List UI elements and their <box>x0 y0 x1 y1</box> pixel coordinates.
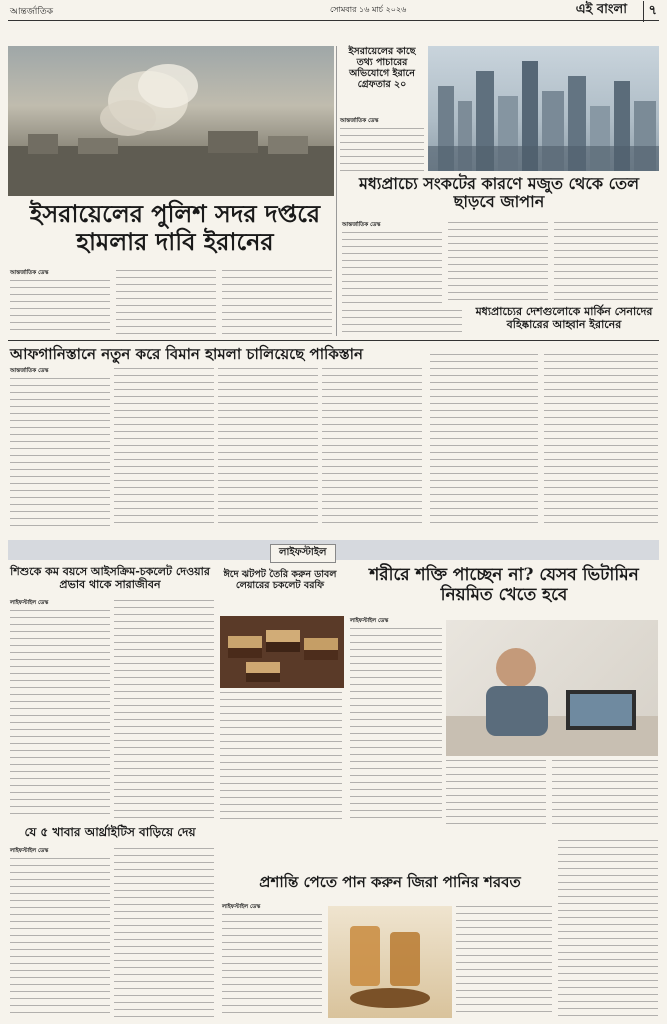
section-label: আন্তর্জাতিক <box>10 7 53 17</box>
column-divider <box>336 46 337 336</box>
body-icecream-col2 <box>114 600 214 820</box>
headline-japan-oil: মধ্যপ্রাচ্যে সংকটের কারণে মজুত থেকে তেল ছাড়বে জাপান <box>358 174 640 212</box>
jeera-drink-photo <box>328 906 452 1018</box>
body-iran-police-col3 <box>222 270 332 335</box>
airstrike-photo-illustration <box>8 46 334 196</box>
airstrike-photo <box>8 46 334 196</box>
section-rule <box>8 340 659 341</box>
lifestyle-banner-label: লাইফস্টাইল <box>270 544 336 563</box>
byline-israel-spy: আন্তর্জাতিক ডেস্ক <box>340 118 379 124</box>
body-icecream-col1 <box>10 610 110 820</box>
body-jeera-col3 <box>558 840 658 1018</box>
header-rule <box>8 20 659 21</box>
headline-icecream: শিশুকে কম বয়সে আইসক্রিম-চকলেট দেওয়ার প্রভাব থাকে সারাজীবন <box>10 565 210 591</box>
headline-pakistan: আফগানিস্তানে নতুন করে বিমান হামলা চালিয়েছে পাকিস্তান <box>10 345 363 363</box>
body-vitamin-col2 <box>446 760 546 824</box>
tokyo-city-illustration <box>428 46 659 171</box>
page-number: ৭ <box>643 1 657 22</box>
body-japan-oil-col1 <box>342 232 442 304</box>
body-japan-oil-col2 <box>448 222 548 304</box>
jeera-drink-illustration <box>328 906 452 1018</box>
tired-man-photo <box>446 620 658 756</box>
byline-iran-police: আন্তর্জাতিক ডেস্ক <box>10 270 49 276</box>
body-israel-spy <box>340 128 424 172</box>
body-arthritis-col2 <box>114 848 214 1018</box>
body-vitamin-col3 <box>552 760 658 824</box>
body-pakistan-col4 <box>322 368 422 528</box>
barfi-illustration <box>220 616 344 688</box>
headline-barfi: ঈদে ঝটপট তৈরি করুন ডাবল লেয়ারের চকলেট বরফি <box>223 569 337 591</box>
barfi-photo <box>220 616 344 688</box>
headline-jeera: প্রশান্তি পেতে পান করুন জিরা পানির শরবত <box>259 873 521 891</box>
body-us-troops-col2 <box>544 354 658 528</box>
body-pakistan-col3 <box>218 368 318 528</box>
body-vitamin-col1 <box>350 628 442 824</box>
byline-jeera: লাইফস্টাইল ডেস্ক <box>222 904 261 910</box>
byline-japan-oil: আন্তর্জাতিক ডেস্ক <box>342 222 381 228</box>
body-iran-police-col1 <box>10 280 110 335</box>
body-barfi <box>220 692 342 820</box>
byline-vitamin: লাইফস্টাইল ডেস্ক <box>350 618 389 624</box>
headline-israel-spy: ইসরায়েলের কাছে তথ্য পাচারের অভিযোগে ইরানে গ্রেফতার ২০ <box>348 46 416 90</box>
body-jeera-col1 <box>222 914 322 1018</box>
body-pakistan-col2 <box>114 368 214 528</box>
headline-vitamin: শরীরে শক্তি পাচ্ছেন না? যেসব ভিটামিন নিয়মিত খেতে হবে <box>369 565 639 605</box>
tokyo-city-photo <box>428 46 659 171</box>
headline-arthritis: যে ৫ খাবার আর্থ্রাইটিস বাড়িয়ে দেয় <box>24 825 196 839</box>
body-arthritis-col1 <box>10 858 110 1018</box>
tired-man-illustration <box>446 620 658 756</box>
byline-pakistan: আন্তর্জাতিক ডেস্ক <box>10 368 49 374</box>
body-iran-police-col2 <box>116 270 216 335</box>
byline-arthritis: লাইফস্টাইল ডেস্ক <box>10 848 49 854</box>
headline-us-troops: মধ্যপ্রাচ্যের দেশগুলোকে মার্কিন সেনাদের বহিষ্কারের আহ্বান ইরানের <box>475 305 653 331</box>
body-pakistan-col1 <box>10 378 110 528</box>
byline-icecream: লাইফস্টাইল ডেস্ক <box>10 600 49 606</box>
newspaper-logo: এই বাংলা <box>575 2 627 17</box>
headline-iran-police: ইসরায়েলের পুলিশ সদর দপ্তরে হামলার দাবি ইরানের <box>29 199 321 256</box>
issue-date: সোমবার ১৬ মার্চ ২০২৬ <box>330 5 407 14</box>
body-israel-spy-cont <box>342 310 462 338</box>
body-jeera-col2 <box>456 906 552 1018</box>
body-us-troops-col1 <box>430 354 538 528</box>
body-japan-oil-col3 <box>554 222 658 304</box>
